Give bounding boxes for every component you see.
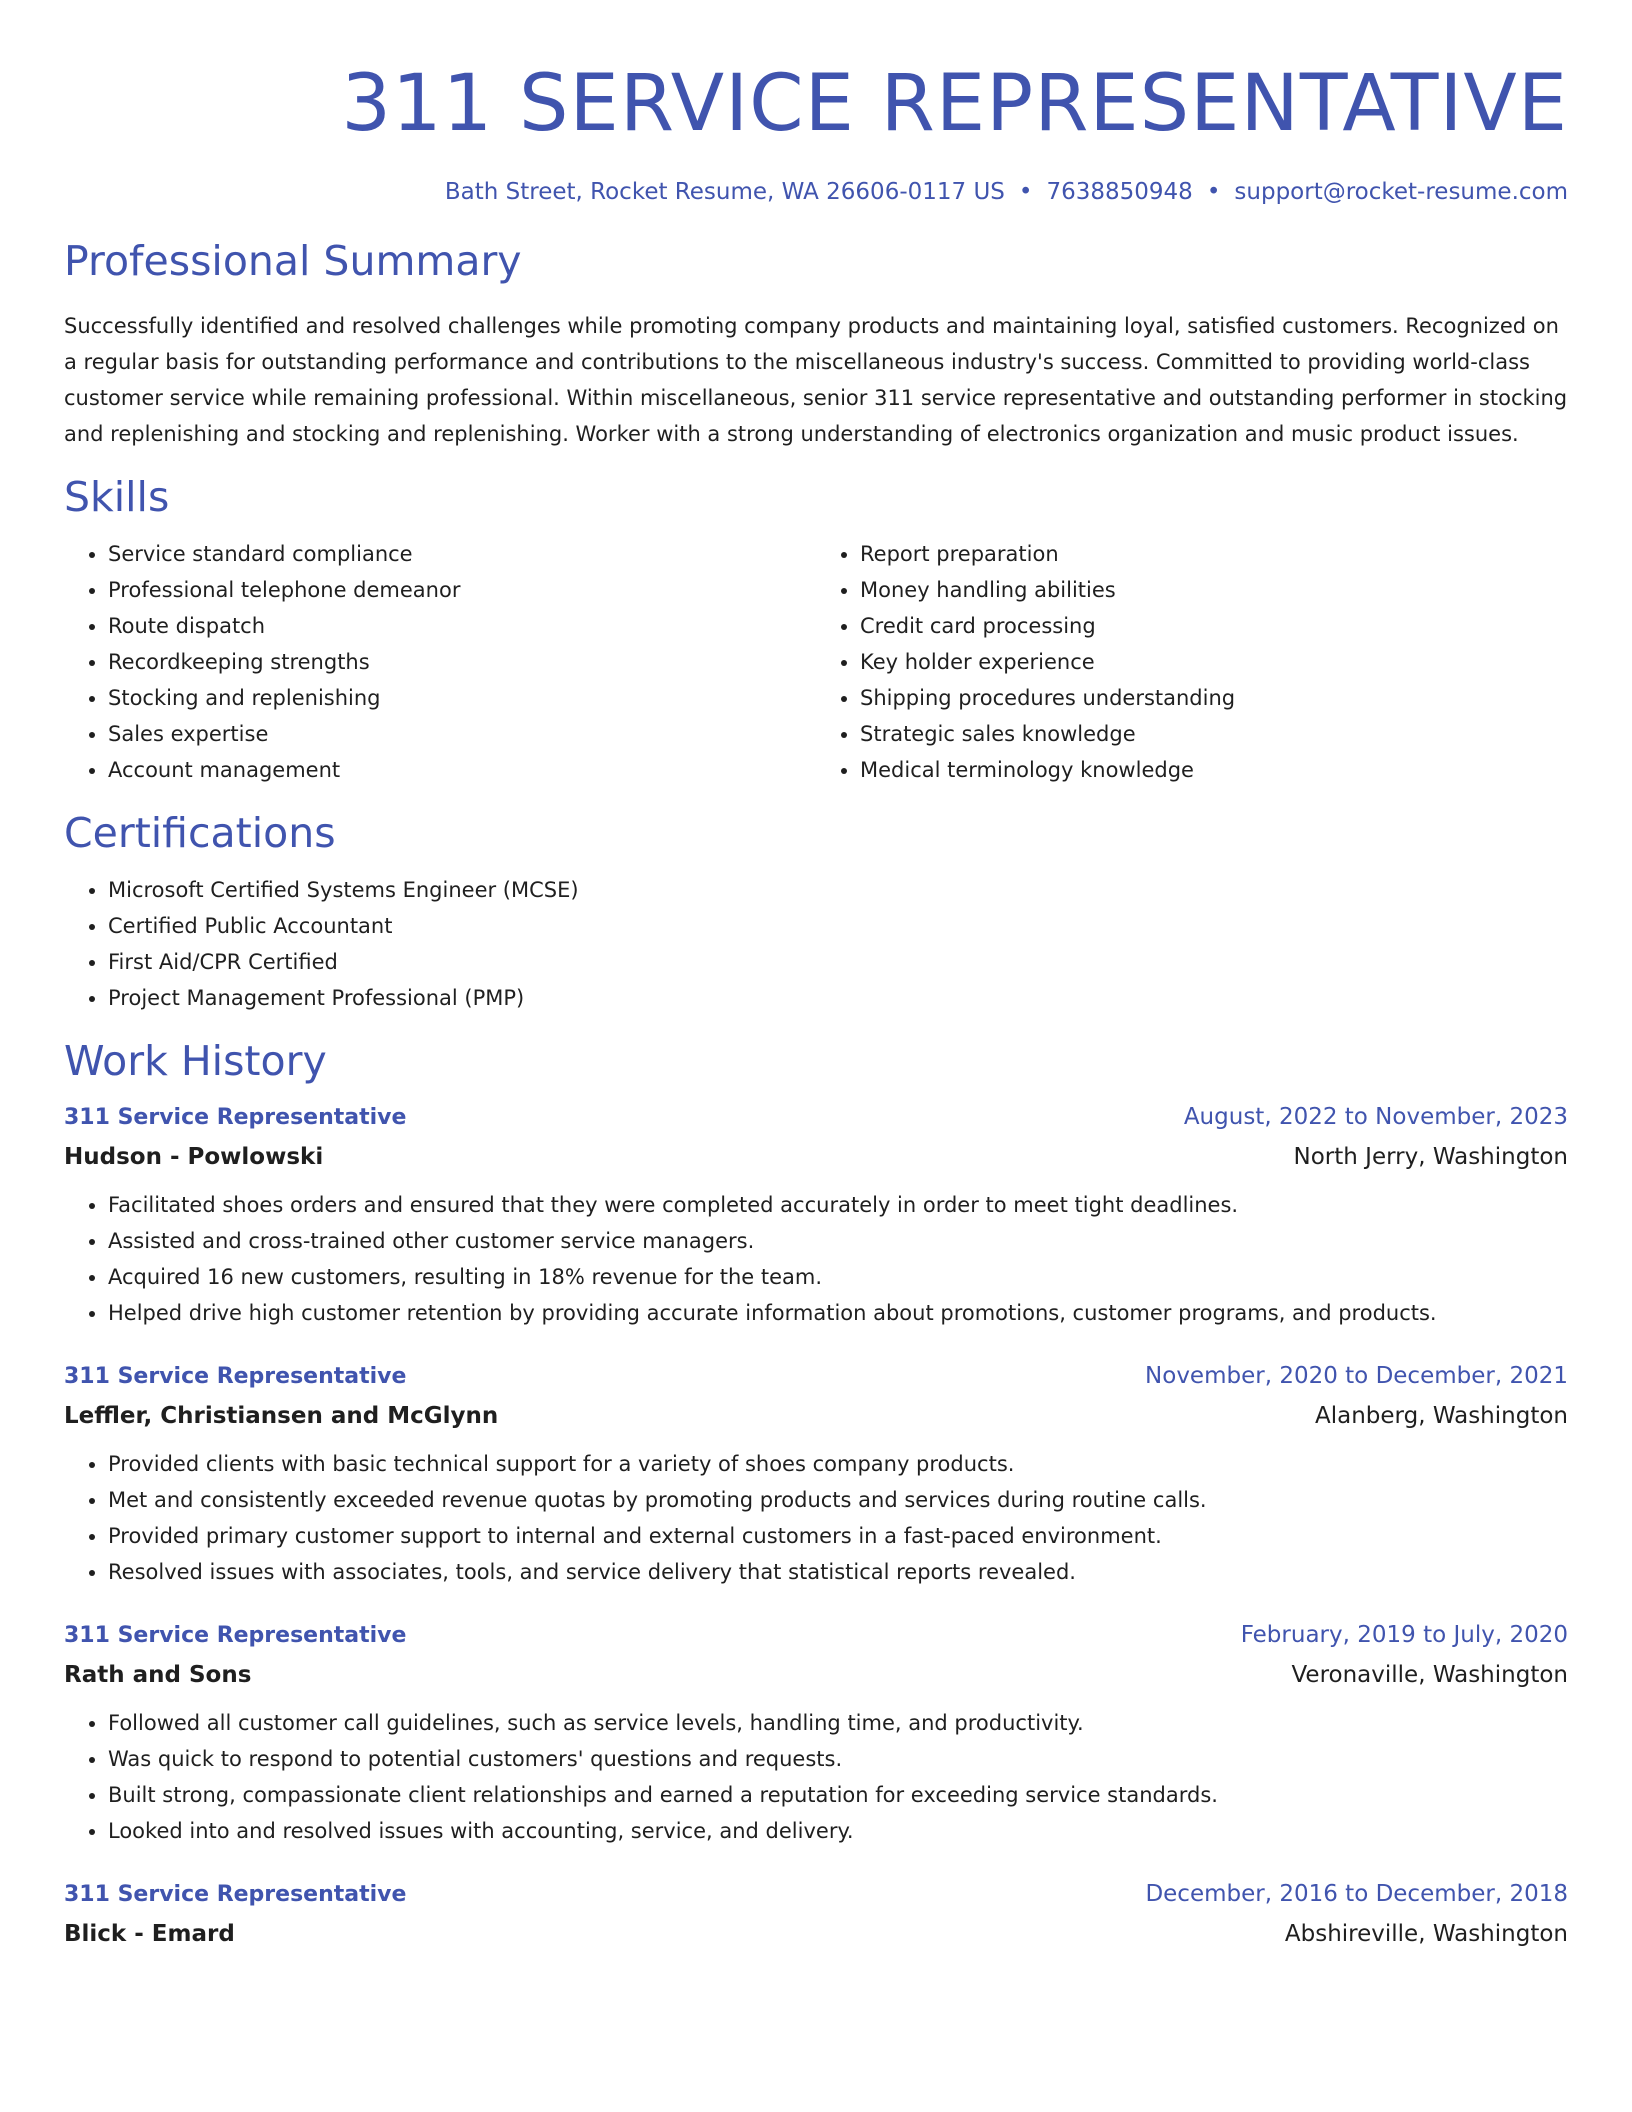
job-location: Alanberg, Washington bbox=[1315, 1403, 1568, 1429]
job-subheader bbox=[64, 1137, 1568, 1177]
job-title: 311 Service Representative bbox=[64, 1364, 407, 1389]
job-header bbox=[64, 1357, 1568, 1396]
job-dates: November, 2020 to December, 2021 bbox=[1145, 1363, 1568, 1389]
skills-section bbox=[64, 472, 1568, 788]
certification-item: • Project Management Professional (PMP) bbox=[108, 980, 1568, 1016]
job-bullet-list bbox=[64, 1446, 1568, 1590]
job-bullet: • Was quick to respond to potential customers' questions and requests. bbox=[108, 1741, 1568, 1777]
job-bullet: • Built strong, compassionate client relationships and earned a reputation for exceeding service standards. bbox=[108, 1777, 1568, 1813]
job-bullet: • Acquired 16 new customers, resulting in 18% revenue for the team. bbox=[108, 1259, 1568, 1295]
section-heading-skills: Skills bbox=[64, 473, 170, 521]
job-company: Leffler, Christiansen and McGlynn bbox=[64, 1403, 499, 1429]
skill-item: • Service standard compliance bbox=[108, 536, 816, 572]
job-company: Blick - Emard bbox=[64, 1921, 235, 1947]
contact-phone: 7638850948 bbox=[1046, 179, 1193, 205]
job-title: 311 Service Representative bbox=[64, 1105, 407, 1130]
skill-item: • Key holder experience bbox=[860, 644, 1568, 680]
job-entry bbox=[64, 1357, 1568, 1590]
job-location: Abshireville, Washington bbox=[1284, 1921, 1568, 1947]
work-history-section bbox=[64, 1036, 1568, 1954]
skill-item: • Report preparation bbox=[860, 536, 1568, 572]
job-bullet-list bbox=[64, 1187, 1568, 1331]
job-subheader bbox=[64, 1396, 1568, 1436]
job-bullet: • Facilitated shoes orders and ensured that they were completed accurately in order to meet tight deadlines. bbox=[108, 1187, 1568, 1223]
skill-item: • Strategic sales knowledge bbox=[860, 716, 1568, 752]
section-heading-certifications: Certifications bbox=[64, 809, 336, 857]
job-header bbox=[64, 1875, 1568, 1914]
certification-item: • Certified Public Accountant bbox=[108, 908, 1568, 944]
skill-item: • Account management bbox=[108, 752, 816, 788]
skill-item: • Professional telephone demeanor bbox=[108, 572, 816, 608]
job-entry bbox=[64, 1098, 1568, 1331]
skills-list-right bbox=[816, 536, 1568, 788]
job-bullet: • Resolved issues with associates, tools, and service delivery that statistical reports revealed. bbox=[108, 1554, 1568, 1590]
job-title: 311 Service Representative bbox=[64, 1623, 407, 1648]
skill-item: • Route dispatch bbox=[108, 608, 816, 644]
job-dates: February, 2019 to July, 2020 bbox=[1240, 1622, 1568, 1648]
job-bullet: • Helped drive high customer retention by providing accurate information about promotions, customer programs, and products. bbox=[108, 1295, 1568, 1331]
job-bullet: • Provided primary customer support to internal and external customers in a fast-paced environment. bbox=[108, 1518, 1568, 1554]
job-company: Rath and Sons bbox=[64, 1662, 252, 1688]
job-dates: August, 2022 to November, 2023 bbox=[1183, 1104, 1568, 1130]
skill-item: • Recordkeeping strengths bbox=[108, 644, 816, 680]
job-bullet: • Met and consistently exceeded revenue quotas by promoting products and services during routine calls. bbox=[108, 1482, 1568, 1518]
contact-line bbox=[64, 176, 1568, 208]
contact-separator: • bbox=[1018, 179, 1033, 205]
skill-item: • Shipping procedures understanding bbox=[860, 680, 1568, 716]
section-heading-work-history: Work History bbox=[64, 1037, 327, 1085]
skill-item: • Stocking and replenishing bbox=[108, 680, 816, 716]
skill-item: • Money handling abilities bbox=[860, 572, 1568, 608]
certification-item: • First Aid/CPR Certified bbox=[108, 944, 1568, 980]
job-title: 311 Service Representative bbox=[64, 1882, 407, 1907]
job-header bbox=[64, 1098, 1568, 1137]
job-bullet: • Provided clients with basic technical support for a variety of shoes company products. bbox=[108, 1446, 1568, 1482]
skill-item: • Medical terminology knowledge bbox=[860, 752, 1568, 788]
job-dates: December, 2016 to December, 2018 bbox=[1145, 1881, 1568, 1907]
certifications-list bbox=[64, 872, 1568, 1016]
summary-text: Successfully identified and resolved challenges while promoting company products and maintaining loyal, satisfied customers. Recognized on a regular basis for outstanding performance and contributions to the miscellaneous industry's success. Committed to providing world-class customer service while remaining professional. Within miscellaneous, senior 311 service representative and outstanding performer in stocking and replenishing and stocking and replenishing. Worker with a strong understanding of electronics organization and music product issues. bbox=[64, 314, 1568, 446]
job-subheader bbox=[64, 1655, 1568, 1695]
job-subheader bbox=[64, 1914, 1568, 1954]
job-company: Hudson - Powlowski bbox=[64, 1144, 324, 1170]
job-entry bbox=[64, 1875, 1568, 1954]
job-bullet-list bbox=[64, 1705, 1568, 1849]
resume-title: 311 SERVICE REPRESENTATIVE bbox=[341, 59, 1568, 149]
job-header bbox=[64, 1616, 1568, 1655]
job-bullet: • Followed all customer call guidelines, such as service levels, handling time, and productivity. bbox=[108, 1705, 1568, 1741]
contact-address: Bath Street, Rocket Resume, WA 26606-0117 US bbox=[444, 179, 1005, 205]
certification-item: • Microsoft Certified Systems Engineer (MCSE) bbox=[108, 872, 1568, 908]
job-location: Veronaville, Washington bbox=[1291, 1662, 1568, 1688]
job-bullet: • Assisted and cross-trained other customer service managers. bbox=[108, 1223, 1568, 1259]
skills-list-left bbox=[64, 536, 816, 788]
section-heading-summary: Professional Summary bbox=[64, 237, 522, 285]
summary-section bbox=[64, 236, 1568, 452]
contact-email[interactable]: support@rocket-resume.com bbox=[1234, 179, 1568, 205]
job-bullet: • Looked into and resolved issues with accounting, service, and delivery. bbox=[108, 1813, 1568, 1849]
skills-columns bbox=[64, 536, 1568, 788]
job-entry bbox=[64, 1616, 1568, 1849]
skill-item: • Sales expertise bbox=[108, 716, 816, 752]
certifications-section bbox=[64, 808, 1568, 1016]
skill-item: • Credit card processing bbox=[860, 608, 1568, 644]
job-location: North Jerry, Washington bbox=[1293, 1144, 1568, 1170]
contact-separator: • bbox=[1206, 179, 1221, 205]
